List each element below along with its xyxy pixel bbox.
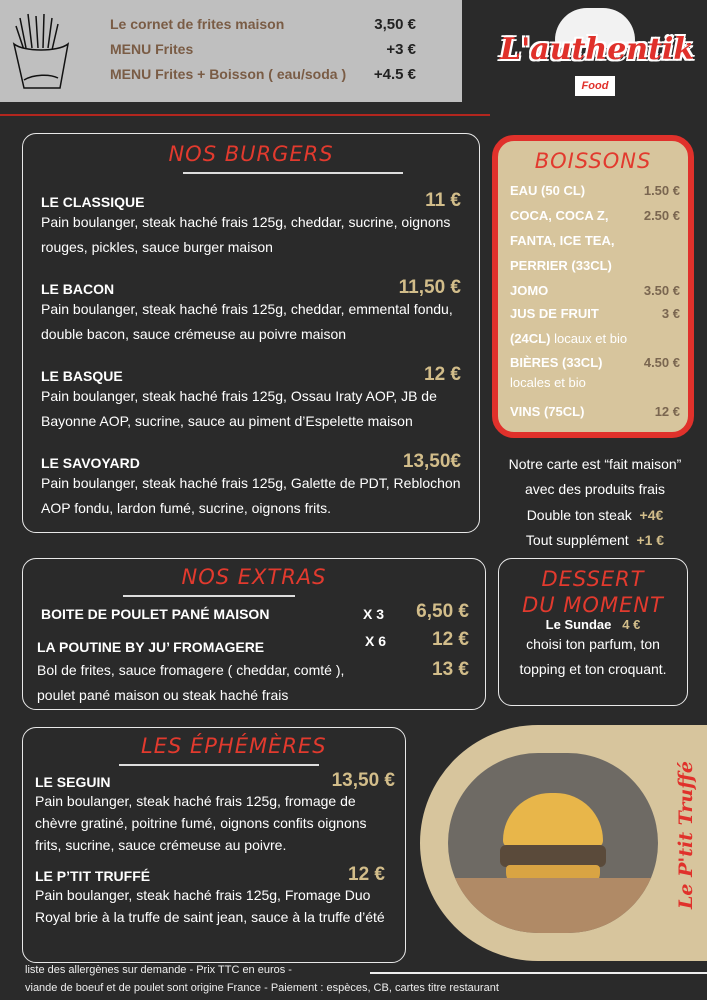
drink-name: VINS (75CL)	[510, 404, 585, 419]
supplement-label: Double ton steak	[526, 507, 632, 523]
item-desc: Pain boulanger, steak haché frais 125g, Fromage Duo Royal brie à la truffe de saint jean, sauce à la truffe d’été	[35, 887, 385, 925]
item-price: 12 €	[424, 364, 461, 385]
logo-text: L'authentik	[500, 32, 695, 67]
frites-panel	[0, 0, 462, 102]
item-name: LE CLASSIQUE	[41, 194, 145, 210]
drink-row	[510, 404, 680, 419]
item-desc: Pain boulanger, steak haché frais 125g, cheddar, sucrine, oignons rouges, pickles, sauce burger maison	[41, 214, 451, 255]
drink-row	[510, 258, 680, 273]
item-qty: X 6	[365, 633, 387, 649]
burgers-section	[22, 133, 480, 533]
item-name: LE BACON	[41, 281, 115, 297]
dessert-price: 4 €	[622, 617, 641, 632]
drink-row	[510, 355, 680, 370]
menu-item	[35, 770, 395, 856]
item-qty: X 3	[363, 606, 385, 622]
supplement-price: +4€	[639, 507, 664, 523]
logo	[500, 8, 695, 103]
item-name: LE SAVOYARD	[41, 455, 140, 471]
drink-price: 12 €	[654, 404, 680, 419]
drink-name: COCA, COCA Z,	[510, 208, 609, 223]
frites-item	[110, 41, 416, 58]
dessert-desc: choisi ton parfum, ton topping et ton croquant.	[519, 636, 667, 677]
item-name: LE P’TIT TRUFFÉ	[35, 868, 151, 884]
section-title: LES ÉPHÉMÈRES	[141, 734, 327, 758]
board	[448, 878, 658, 933]
section-title: DESSERT	[541, 567, 645, 591]
item-desc: Pain boulanger, steak haché frais 125g, Galette de PDT, Reblochon AOP fondu, lardon fumé, sucrine, oignons frits.	[41, 475, 461, 516]
drink-price: 4.50 €	[643, 355, 680, 370]
footer-text: viande de boeuf et de poulet sont origine France - Paiement : espèces, CB, cartes titre restaurant	[25, 982, 499, 994]
drink-name: BIÈRES (33CL)	[510, 355, 603, 370]
patty	[500, 845, 606, 867]
drink-row	[510, 233, 680, 248]
section-title: NOS EXTRAS	[181, 565, 327, 589]
drink-price: 3.50 €	[643, 283, 680, 298]
item-price: 6,50 €	[416, 601, 469, 622]
section-title: DU MOMENT	[522, 593, 664, 617]
drink-row	[510, 306, 680, 321]
item-desc: Pain boulanger, steak haché frais 125g, Ossau Iraty AOP, JB de Bayonne AOP, sucrine, sauce au piment d’Espelette maison	[41, 388, 437, 429]
item-name: LE SEGUIN	[35, 774, 111, 790]
info-text: Notre carte est “fait maison”	[508, 456, 682, 472]
divider	[0, 114, 490, 116]
drink-name: JOMO	[510, 283, 549, 298]
supplement-price: +1 €	[636, 532, 665, 548]
drink-row	[510, 375, 680, 390]
item-price: 13,50 €	[331, 770, 395, 791]
item-price: 11,50 €	[398, 277, 461, 298]
drink-note: locaux et bio	[554, 331, 628, 346]
drink-name: JUS DE FRUIT	[510, 306, 599, 321]
item-price: 12 €	[348, 864, 385, 885]
drink-row	[510, 331, 680, 346]
drink-row	[510, 183, 680, 198]
bun-top	[503, 793, 603, 848]
item-desc: Pain boulanger, steak haché frais 125g, fromage de chèvre gratiné, poitrine fumé, oignons confits oignons frits, sucrine, sauce crémeuse au poivre.	[35, 793, 367, 853]
drink-row	[510, 283, 680, 298]
drink-name: PERRIER (33CL)	[510, 258, 612, 273]
item-price: 12 €	[432, 629, 469, 650]
menu-item	[41, 364, 461, 434]
drink-price: 3 €	[661, 306, 680, 321]
item-price: 11 €	[425, 190, 461, 211]
drink-name: (24CL)	[510, 331, 551, 346]
item-price: 13 €	[432, 659, 469, 680]
menu-item	[41, 451, 461, 521]
item-label: MENU Frites	[110, 41, 194, 57]
item-label: MENU Frites + Boisson ( eau/soda )	[110, 66, 347, 82]
menu-item	[41, 277, 461, 347]
supplement-row	[490, 532, 700, 548]
frites-item	[110, 16, 416, 33]
section-title: NOS BURGERS	[168, 142, 334, 166]
boissons-section	[492, 135, 694, 438]
title-underline	[123, 595, 295, 597]
drink-price: 2.50 €	[643, 208, 680, 223]
item-name: LA POUTINE BY JU’ FROMAGERE	[37, 639, 265, 655]
item-name: LE BASQUE	[41, 368, 123, 384]
feature-label: Le P'tit Truffé	[675, 761, 697, 909]
logo-sub: Food	[575, 76, 615, 96]
menu-item	[35, 864, 395, 928]
title-underline	[183, 172, 403, 174]
item-price: +3 €	[386, 41, 416, 58]
info-text: avec des produits frais	[524, 481, 666, 497]
item-desc: Pain boulanger, steak haché frais 125g, cheddar, emmental fondu, double bacon, sauce crémeuse au poivre maison	[41, 301, 453, 342]
extras-section	[22, 558, 486, 710]
title-underline	[119, 764, 319, 766]
frites-item	[110, 66, 416, 83]
footer-divider	[370, 972, 707, 974]
supplement-label: Tout supplément	[525, 532, 629, 548]
footer-text: liste des allergènes sur demande - Prix TTC en euros -	[25, 964, 292, 976]
item-price: +4.5 €	[373, 66, 416, 83]
item-label: Le cornet de frites maison	[110, 16, 285, 32]
ephemeres-section	[22, 727, 406, 963]
menu-item	[41, 190, 461, 260]
item-desc: Bol de frites, sauce fromagere ( cheddar, comté ), poulet pané maison ou steak haché frais	[37, 662, 345, 703]
dessert-section	[498, 558, 688, 706]
fries-icon	[10, 10, 70, 90]
item-price: 13,50€	[402, 451, 461, 472]
drink-name: FANTA, ICE TEA,	[510, 233, 615, 248]
burger-photo	[448, 753, 658, 933]
drink-row	[510, 208, 680, 223]
supplement-row	[490, 507, 700, 523]
drink-price: 1.50 €	[643, 183, 680, 198]
item-name: BOITE DE POULET PANÉ MAISON	[41, 606, 270, 622]
feature-panel	[420, 725, 707, 961]
drink-name: EAU (50 CL)	[510, 183, 586, 198]
item-price: 3,50 €	[374, 16, 416, 33]
dessert-name: Le Sundae	[545, 617, 612, 632]
drink-note: locales et bio	[510, 375, 586, 390]
section-title: BOISSONS	[534, 149, 652, 173]
